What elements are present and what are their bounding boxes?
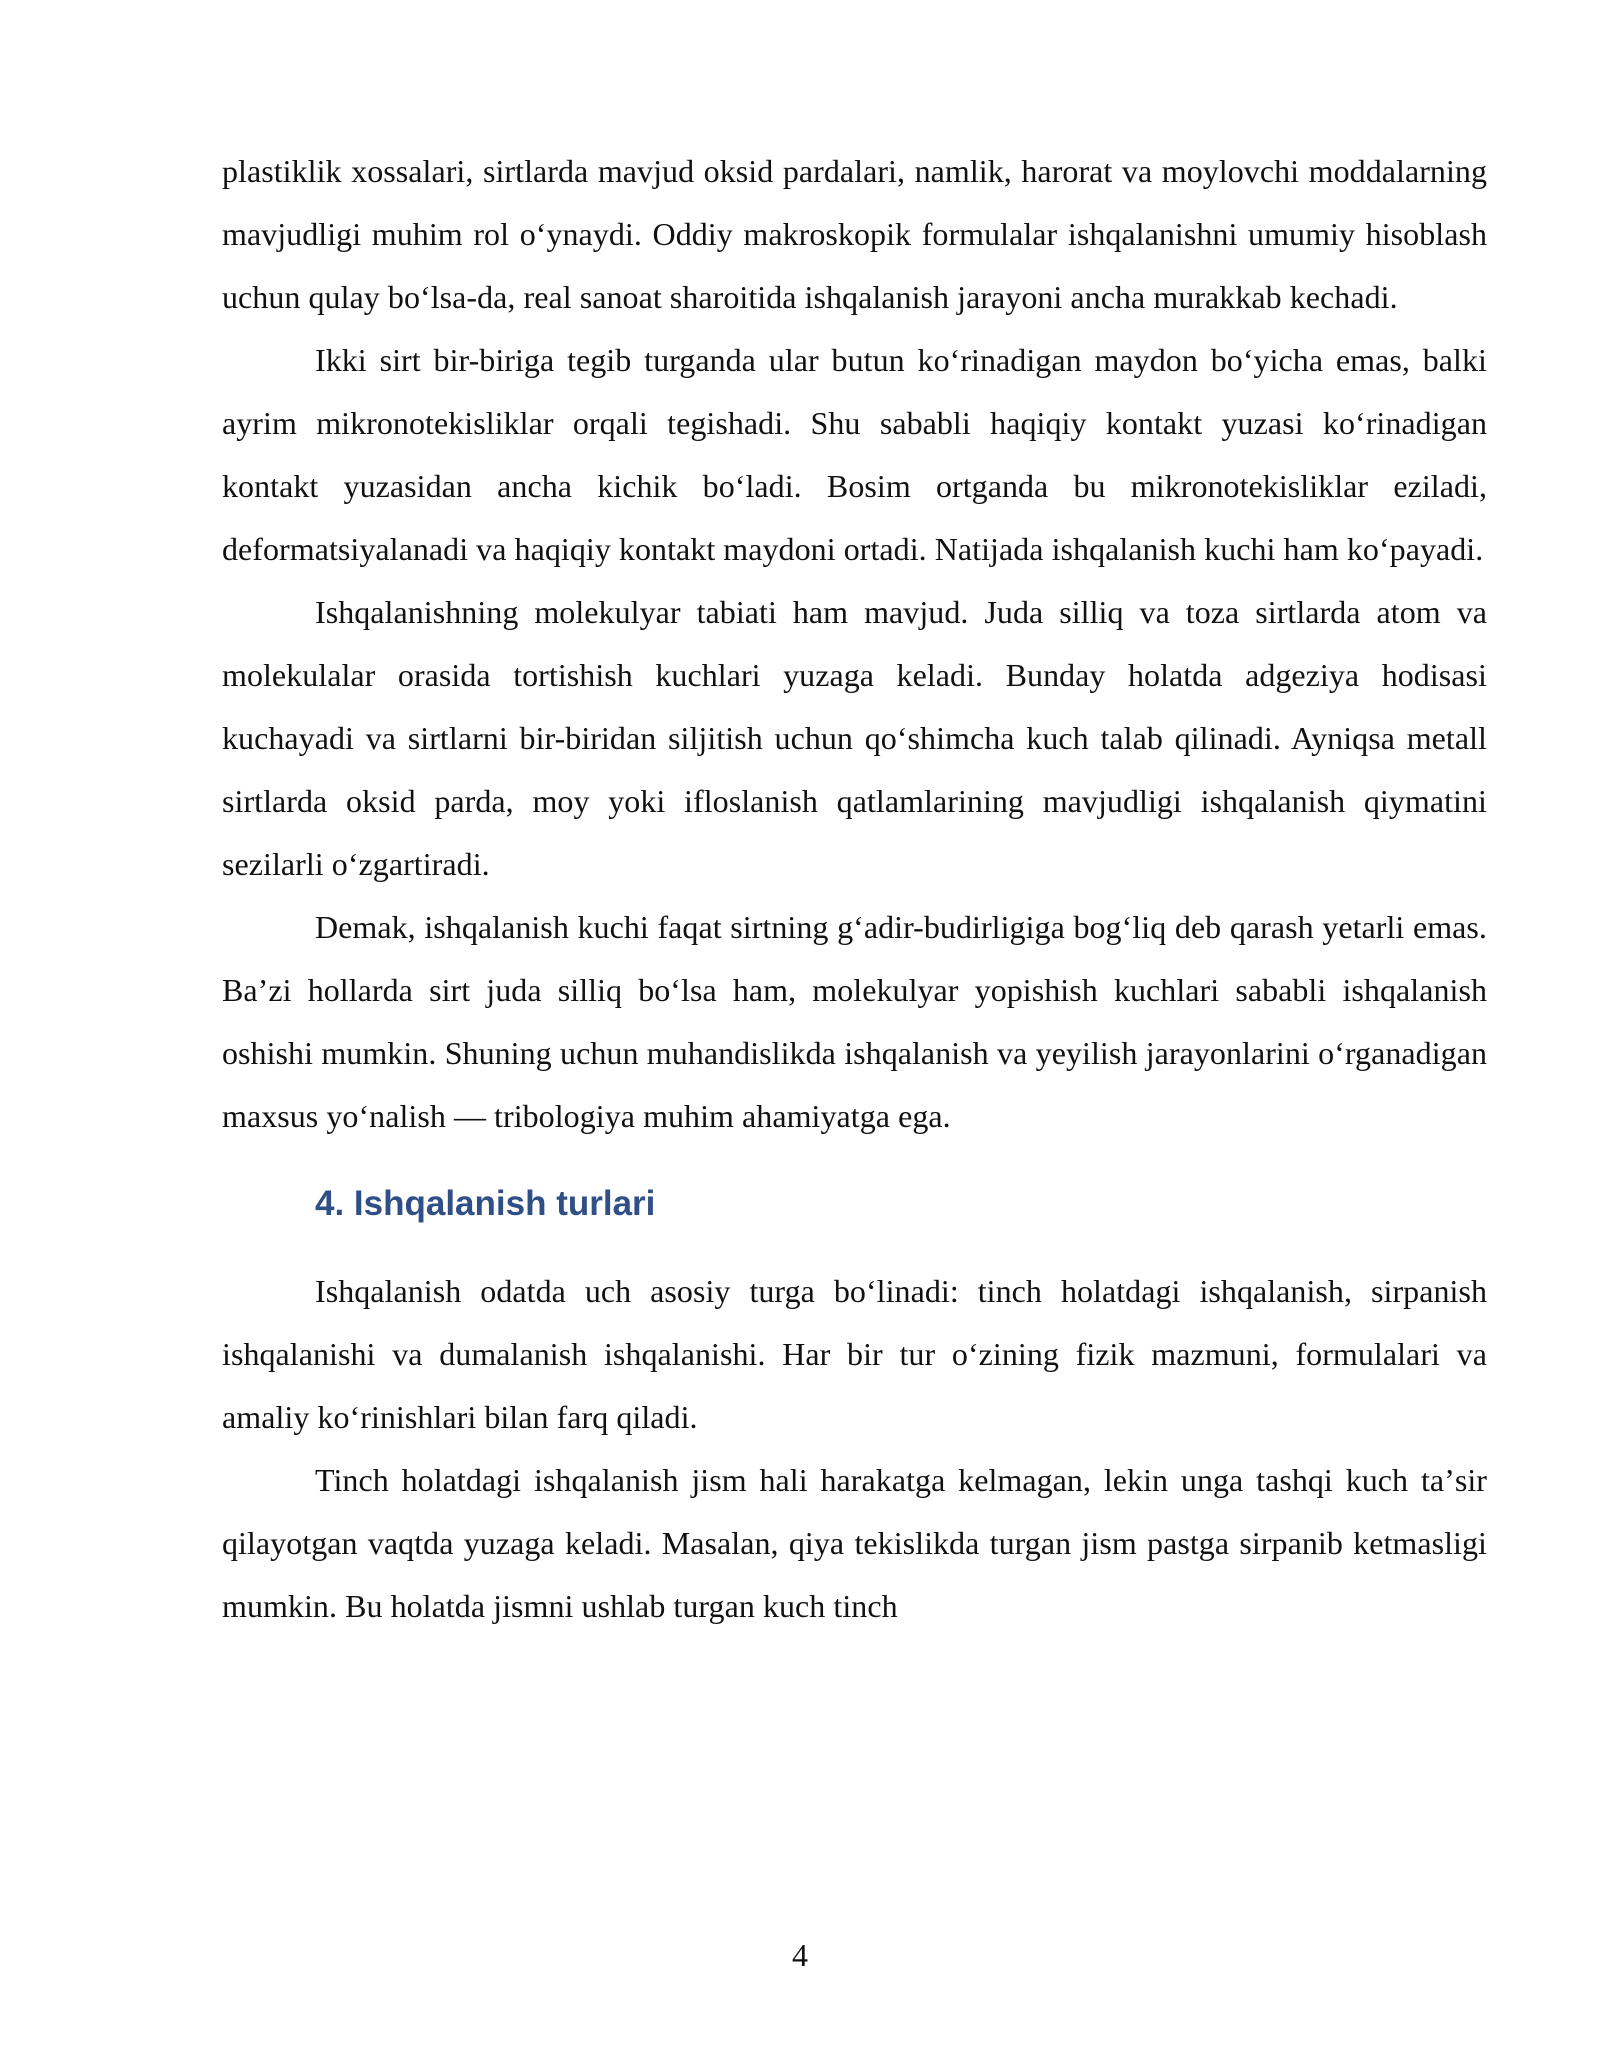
paragraph-contact-surface: Ikki sirt bir-biriga tegib turganda ular butun koʻrinadigan maydon boʻyicha emas, balki ayrim mikronotekisliklar orqali tegishadi. Shu sababli haqiqiy kontakt yuzasi koʻrinadigan kontakt yuzasidan ancha kichik boʻladi. Bosim ortganda bu mikronotekisliklar eziladi, deformatsiyalanadi va haqiqiy kontakt maydoni ortadi. Natijada ishqalanish kuchi ham koʻpayadi. [222, 342, 1487, 567]
paragraph-static-friction: Tinch holatdagi ishqalanish jism hali harakatga kelmagan, lekin unga tashqi kuch taʼsir qilayotgan vaqtda yuzaga keladi. Masalan, qiya tekislikda turgan jism pastga sirpanib ketmasligi mumkin. Bu holatda jismni ushlab turgan kuch tinch [222, 1462, 1487, 1624]
paragraph-tribology: Demak, ishqalanish kuchi faqat sirtning gʻadir-budirligiga bogʻliq deb qarash yetarli emas. Baʼzi hollarda sirt juda silliq boʻlsa ham, molekulyar yopishish kuchlari sababli ishqalanish oshishi mumkin. Shuning uchun muhandislikda ishqalanish va yeyilish jarayonlarini oʻrganadigan maxsus yoʻnalish — tribologiya muhim ahamiyatga ega. [222, 909, 1487, 1134]
document-page [222, 140, 1487, 1638]
paragraph-friction-types: Ishqalanish odatda uch asosiy turga boʻlinadi: tinch holatdagi ishqalanish, sirpanish ishqalanishi va dumalanish ishqalanishi. Har bir tur oʻzining fizik mazmuni, formulalari va amaliy koʻrinishlari bilan farq qiladi. [222, 1273, 1487, 1435]
page-number: 4 [792, 1937, 808, 1973]
paragraph-continued: plastiklik xossalari, sirtlarda mavjud oksid pardalari, namlik, harorat va moylovchi moddalarning mavjudligi muhim rol oʻynaydi. Oddiy makroskopik formulalar ishqalanishni umumiy hisoblash uchun qulay boʻlsa-da, real sanoat sharoitida ishqalanish jarayoni ancha murakkab kechadi. [222, 153, 1487, 315]
section-heading: 4. Ishqalanish turlari [315, 1184, 656, 1223]
paragraph-molecular-nature: Ishqalanishning molekulyar tabiati ham mavjud. Juda silliq va toza sirtlarda atom va molekulalar orasida tortishish kuchlari yuzaga keladi. Bunday holatda adgeziya hodisasi kuchayadi va sirtlarni bir-biridan siljitish uchun qoʻshimcha kuch talab qilinadi. Ayniqsa metall sirtlarda oksid parda, moy yoki ifloslanish qatlamlarining mavjudligi ishqalanish qiymatini sezilarli oʻzgartiradi. [222, 594, 1487, 882]
